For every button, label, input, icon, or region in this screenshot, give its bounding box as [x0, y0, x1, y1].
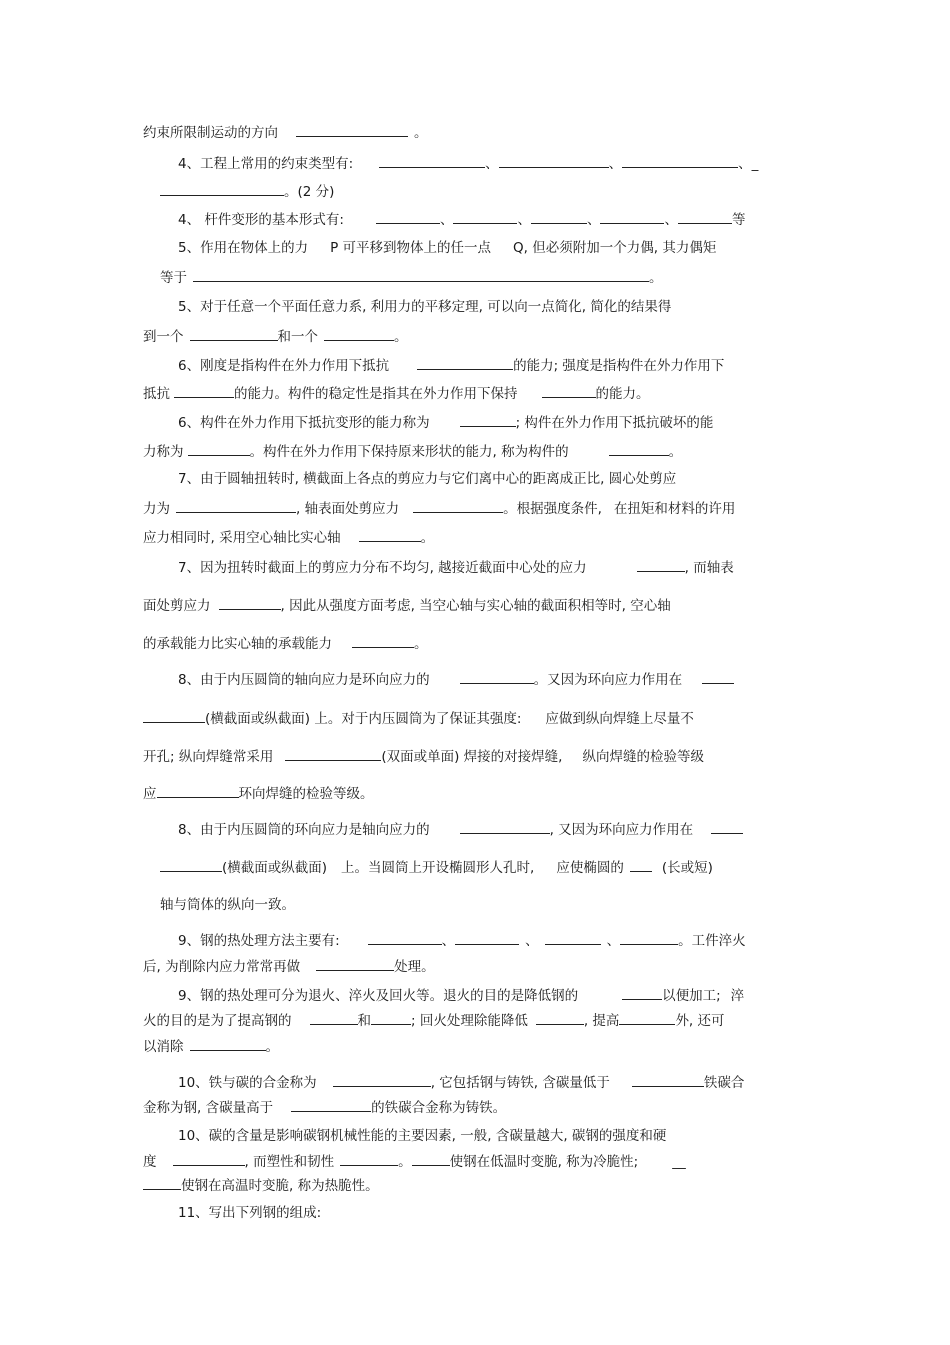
text-segment: 应使椭圆的	[556, 860, 624, 876]
text-segment: , 又因为环向应力作用在	[549, 822, 694, 838]
fill-in-blank[interactable]	[352, 634, 414, 648]
text-line	[143, 327, 408, 346]
text-segment: 。(2 分)	[284, 184, 335, 200]
text-segment: 8、由于内压圆筒的环向应力是轴向应力的	[178, 822, 430, 838]
text-segment: 等	[731, 212, 746, 228]
text-segment: 、	[525, 933, 539, 949]
text-segment: 约束所限制运动的方向	[143, 125, 278, 141]
text-segment: 、	[517, 212, 531, 228]
text-segment: 。	[394, 329, 408, 345]
fill-in-blank[interactable]	[173, 1152, 245, 1166]
text-segment: 和一个	[277, 329, 318, 345]
fill-in-blank[interactable]	[412, 1152, 450, 1166]
fill-in-blank[interactable]	[359, 528, 421, 542]
text-line	[143, 384, 650, 403]
fill-in-blank[interactable]	[542, 384, 596, 398]
text-segment: 到一个	[143, 329, 184, 345]
text-segment: 的承载能力比实心轴的承载能力	[143, 636, 332, 652]
fill-in-blank[interactable]	[368, 931, 442, 945]
fill-in-blank[interactable]	[371, 1011, 411, 1025]
text-segment: 。又因为环向应力作用在	[533, 672, 683, 688]
text-segment: 度	[143, 1154, 157, 1170]
fill-in-blank[interactable]	[413, 499, 503, 513]
text-line	[178, 558, 734, 577]
text-segment: 8、由于内压圆筒的轴向应力是环向应力的	[178, 672, 430, 688]
text-segment: 6、刚度是指构件在外力作用下抵抗	[178, 358, 390, 374]
text-line	[143, 709, 694, 728]
text-segment: 。	[420, 530, 435, 546]
text-line	[178, 1073, 744, 1092]
text-segment: 以便加工;	[662, 988, 721, 1004]
text-segment: 外, 还可	[675, 1013, 725, 1029]
fill-in-blank[interactable]	[531, 210, 587, 224]
fill-in-blank[interactable]	[620, 931, 678, 945]
text-line	[178, 670, 734, 689]
text-segment: 等于	[160, 270, 187, 286]
text-line	[178, 1127, 666, 1145]
fill-in-blank[interactable]	[310, 1011, 358, 1025]
text-line	[178, 931, 746, 950]
fill-in-blank[interactable]	[190, 327, 278, 341]
text-line	[143, 528, 434, 547]
fill-in-blank[interactable]	[622, 986, 662, 1000]
text-segment: (横截面或纵截面)	[222, 860, 328, 876]
text-segment: 。	[265, 1039, 279, 1055]
text-segment: 淬	[730, 988, 745, 1004]
text-segment: , 而塑性和韧性	[244, 1154, 335, 1170]
text-segment: 的能力; 强度是指构件在外力作用下	[513, 358, 725, 374]
fill-in-blank[interactable]	[637, 558, 685, 572]
text-line	[143, 747, 704, 766]
text-segment: 使钢在低温时变脆, 称为冷脆性;	[449, 1154, 639, 1170]
text-segment: 火的目的是为了提高钢的	[143, 1013, 292, 1029]
text-segment: 上。当圆筒上开设椭圆形人孔时,	[341, 860, 535, 876]
text-line	[143, 499, 735, 518]
text-segment: 9、钢的热处理方法主要有:	[178, 933, 340, 949]
text-line	[178, 1204, 321, 1222]
text-segment: Q, 但必须附加一个力偶, 其力偶矩	[513, 240, 717, 256]
text-segment: (横截面或纵截面) 上。对于内压圆筒为了保证其强度:	[205, 711, 522, 727]
fill-in-blank[interactable]	[455, 931, 519, 945]
text-line	[160, 858, 713, 877]
text-segment: 应做到纵向焊缝上尽量不	[545, 711, 694, 727]
text-segment: 处理。	[394, 959, 435, 975]
fill-in-blank[interactable]	[417, 356, 513, 370]
fill-in-blank[interactable]	[296, 123, 408, 137]
text-segment: , 而轴表	[684, 560, 734, 576]
text-segment: __	[672, 1154, 686, 1170]
text-line	[143, 1152, 686, 1171]
text-segment: 。	[398, 1154, 412, 1170]
text-line	[143, 634, 428, 653]
text-segment: P 可平移到物体上的任一点	[330, 240, 492, 256]
text-segment: ; 回火处理除能降低	[411, 1013, 528, 1029]
text-segment: 纵向焊缝的检验等级	[582, 749, 704, 765]
text-segment: 抵抗	[143, 386, 170, 402]
text-segment: 力称为	[143, 444, 184, 460]
text-line	[178, 356, 724, 375]
text-line	[143, 1037, 279, 1056]
text-line	[178, 154, 758, 173]
text-segment: 应	[143, 786, 157, 802]
text-segment: 7、由于圆轴扭转时, 横截面上各点的剪应力与它们离中心的距离成正比, 圆心处剪应	[178, 471, 677, 487]
text-line	[178, 820, 743, 839]
text-segment: 5、作用在物体上的力	[178, 240, 309, 256]
text-segment: 在扭矩和材料的许用	[613, 501, 736, 517]
text-segment: 。	[414, 125, 428, 141]
text-segment: 。	[668, 444, 683, 460]
text-segment: 。构件在外力作用下保持原来形状的能力, 称为构件的	[249, 444, 569, 460]
text-line	[143, 123, 428, 142]
fill-in-blank[interactable]	[193, 268, 649, 282]
fill-in-blank[interactable]	[460, 670, 534, 684]
fill-in-blank[interactable]	[632, 1073, 704, 1087]
fill-in-blank[interactable]	[376, 210, 440, 224]
text-segment: (长或短)	[661, 860, 713, 876]
text-segment: 面处剪应力	[143, 598, 211, 614]
text-line	[160, 182, 334, 201]
fill-in-blank[interactable]	[609, 442, 669, 456]
fill-in-blank[interactable]	[340, 1152, 398, 1166]
fill-in-blank[interactable]	[460, 820, 550, 834]
fill-in-blank[interactable]	[711, 820, 743, 834]
text-segment: 环向焊缝的检验等级。	[238, 786, 374, 802]
text-segment: 以消除	[143, 1039, 184, 1055]
text-segment: (双面或单面) 焊接的对接焊缝,	[381, 749, 563, 765]
text-line	[143, 442, 682, 461]
text-segment: 。工件淬火	[678, 933, 746, 949]
fill-in-blank[interactable]	[702, 670, 734, 684]
text-segment: 10、铁与碳的合金称为	[178, 1075, 317, 1091]
text-segment: 。根据强度条件,	[503, 501, 602, 517]
text-segment: 6、构件在外力作用下抵抗变形的能力称为	[178, 415, 430, 431]
text-segment: 、	[586, 212, 601, 228]
fill-in-blank[interactable]	[678, 210, 732, 224]
fill-in-blank[interactable]	[630, 858, 652, 872]
text-line	[178, 210, 745, 229]
text-segment: 、	[608, 156, 623, 172]
fill-in-blank[interactable]	[460, 413, 516, 427]
text-segment: 开孔; 纵向焊缝常采用	[143, 749, 274, 765]
text-segment: 的能力。构件的稳定性是指其在外力作用下保持	[234, 386, 518, 402]
fill-in-blank[interactable]	[143, 1176, 181, 1190]
fill-in-blank[interactable]	[190, 1037, 266, 1051]
text-line	[178, 298, 671, 316]
fill-in-blank[interactable]	[157, 784, 239, 798]
fill-in-blank[interactable]	[285, 747, 381, 761]
fill-in-blank[interactable]	[619, 1011, 675, 1025]
fill-in-blank[interactable]	[499, 154, 609, 168]
text-segment: 金称为钢, 含碳量高于	[143, 1100, 274, 1116]
text-segment: 的铁碳合金称为铸铁。	[371, 1100, 507, 1116]
text-line	[178, 470, 676, 488]
fill-in-blank[interactable]	[453, 210, 517, 224]
text-segment: 力为	[143, 501, 170, 517]
text-line	[143, 784, 374, 803]
fill-in-blank[interactable]	[316, 957, 394, 971]
fill-in-blank[interactable]	[600, 210, 664, 224]
text-segment: 、_	[738, 156, 759, 172]
text-segment: 、	[606, 933, 621, 949]
fill-in-blank[interactable]	[160, 182, 284, 196]
fill-in-blank[interactable]	[379, 154, 485, 168]
fill-in-blank[interactable]	[160, 858, 222, 872]
text-segment: , 轴表面处剪应力	[296, 501, 400, 517]
text-segment: , 它包括钢与铸铁, 含碳量低于	[430, 1075, 610, 1091]
text-segment: 和	[357, 1013, 371, 1029]
fill-in-blank[interactable]	[324, 327, 394, 341]
text-segment: 后, 为削除内应力常常再做	[143, 959, 301, 975]
fill-in-blank[interactable]	[291, 1098, 371, 1112]
text-segment: 的能力。	[595, 386, 650, 402]
text-line	[160, 268, 663, 287]
text-line	[178, 986, 744, 1005]
text-segment: 、	[439, 212, 454, 228]
text-line	[143, 1011, 725, 1030]
fill-in-blank[interactable]	[174, 384, 234, 398]
text-segment: 5、对于任意一个平面任意力系, 利用力的平移定理, 可以向一点简化, 简化的结果得	[178, 299, 672, 315]
text-segment: 9、钢的热处理可分为退火、淬火及回火等。退火的目的是降低钢的	[178, 988, 579, 1004]
fill-in-blank[interactable]	[333, 1073, 431, 1087]
text-line	[143, 1098, 506, 1117]
text-segment: 。	[649, 270, 663, 286]
fill-in-blank[interactable]	[176, 499, 296, 513]
fill-in-blank[interactable]	[545, 931, 601, 945]
text-segment: , 因此从强度方面考虑, 当空心轴与实心轴的截面积相等时, 空心轴	[280, 598, 671, 614]
text-segment: 应力相同时, 采用空心轴比实心轴	[143, 530, 341, 546]
text-segment: , 提高	[583, 1013, 620, 1029]
text-segment: 、	[441, 933, 456, 949]
text-segment: 。	[414, 636, 428, 652]
text-segment: 7、因为扭转时截面上的剪应力分布不均匀, 越接近截面中心处的应力	[178, 560, 587, 576]
text-line	[178, 413, 713, 432]
text-line	[143, 596, 671, 615]
text-line	[143, 957, 435, 976]
text-segment: 铁碳合	[703, 1075, 745, 1091]
fill-in-blank[interactable]	[536, 1011, 584, 1025]
text-segment: 4、工程上常用的约束类型有:	[178, 156, 354, 172]
fill-in-blank[interactable]	[219, 596, 281, 610]
text-line	[143, 1176, 379, 1195]
text-segment: 11、写出下列钢的组成:	[178, 1205, 322, 1221]
fill-in-blank[interactable]	[143, 709, 205, 723]
text-line	[160, 896, 295, 914]
text-segment: 使钢在高温时变脆, 称为热脆性。	[181, 1178, 379, 1194]
text-segment: 轴与筒体的纵向一致。	[160, 897, 295, 913]
text-segment: 、	[485, 156, 499, 172]
text-segment: 、	[664, 212, 678, 228]
fill-in-blank[interactable]	[622, 154, 738, 168]
text-line	[178, 239, 716, 257]
text-segment: ; 构件在外力作用下抵抗破坏的能	[515, 415, 714, 431]
text-segment: 4、 杆件变形的基本形式有:	[178, 212, 344, 228]
text-segment: 10、碳的含量是影响碳钢机械性能的主要因素, 一般, 含碳量越大, 碳钢的强度和硬	[178, 1128, 667, 1144]
fill-in-blank[interactable]	[188, 442, 250, 456]
